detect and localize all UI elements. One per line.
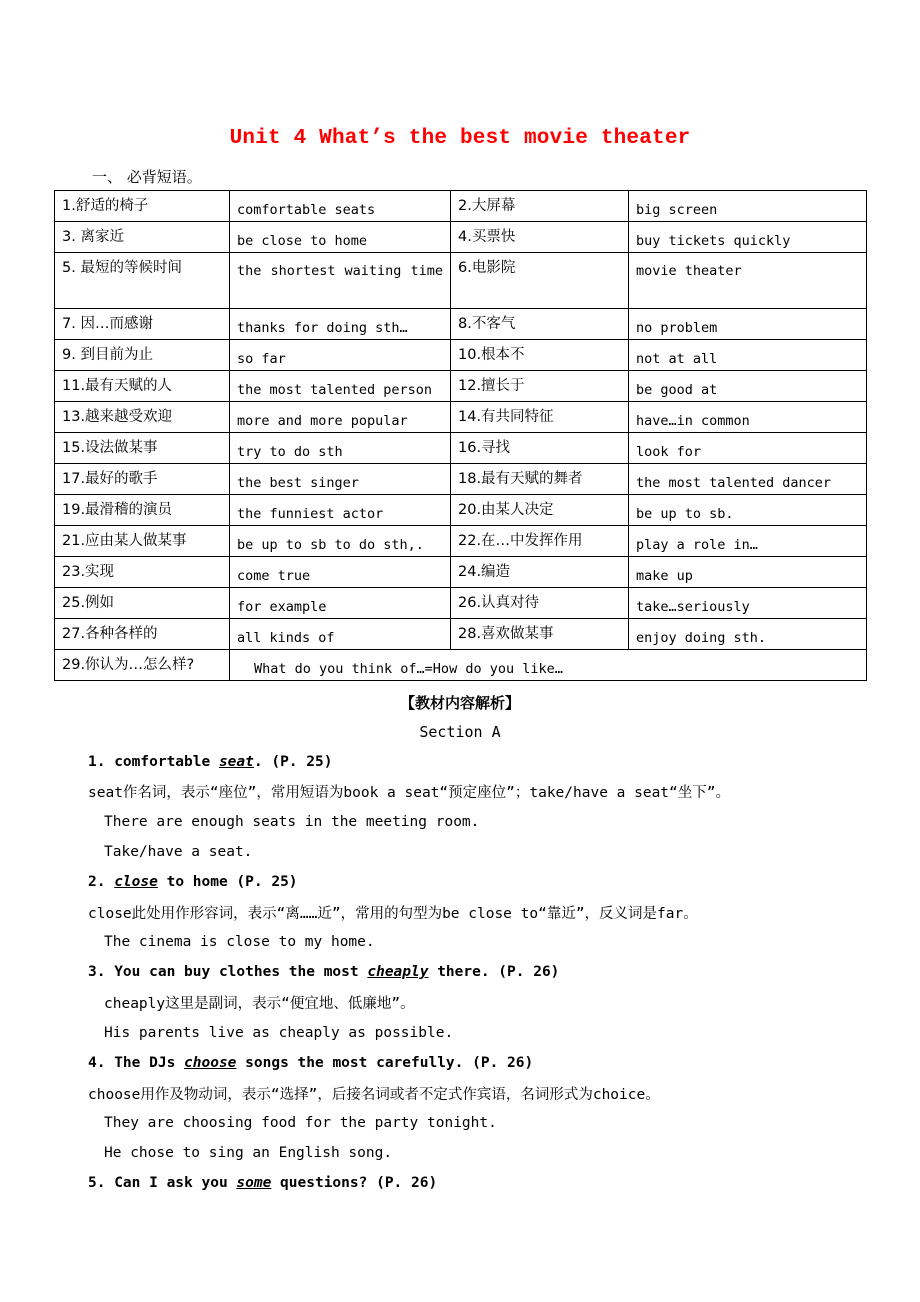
section-heading-phrases: 一、 必背短语。 (92, 168, 202, 186)
phrase-chinese: 28.喜欢做某事 (451, 619, 629, 650)
phrase-english: try to do sth (230, 433, 451, 464)
phrase-chinese: 27.各种各样的 (55, 619, 230, 650)
phrase-row (55, 557, 867, 588)
phrase-chinese: 21.应由某人做某事 (55, 526, 230, 557)
phrase-english: the most talented person (230, 371, 451, 402)
phrase-english: What do you think of…=How do you like… (230, 650, 867, 681)
point-1-keyword: seat (218, 754, 254, 770)
phrase-chinese: 6.电影院 (451, 253, 629, 309)
phrase-chinese: 11.最有天赋的人 (55, 371, 230, 402)
point-4-keyword: choose (184, 1055, 237, 1071)
point-2-text: 2. (88, 874, 115, 890)
point-2-heading (88, 874, 298, 890)
phrase-row (55, 371, 867, 402)
page-title: Unit 4 What’s the best movie theater (229, 127, 691, 150)
phrase-english: play a role in… (629, 526, 867, 557)
phrase-english: take…seriously (629, 588, 867, 619)
phrase-english: comfortable seats (230, 191, 451, 222)
phrase-chinese: 13.越来越受欢迎 (55, 402, 230, 433)
point-4-example-2: He chose to sing an English song. (104, 1145, 393, 1161)
phrase-english: come true (230, 557, 451, 588)
phrase-english: be close to home (230, 222, 451, 253)
phrase-chinese: 25.例如 (55, 588, 230, 619)
phrase-english: so far (230, 340, 451, 371)
analysis-heading: 【教材内容解析】 (399, 694, 520, 712)
point-1-page: . (P. 25) (253, 754, 333, 770)
phrase-row (55, 253, 867, 309)
phrase-english: the most talented dancer (629, 464, 867, 495)
phrase-english: thanks for doing sth… (230, 309, 451, 340)
point-3-example-1: His parents live as cheaply as possible. (104, 1025, 454, 1041)
point-4-explanation: choose用作及物动词，表示“选择”，后接名词或者不定式作宾语，名词形式为choice。 (88, 1087, 660, 1103)
section-a-heading: Section A (419, 723, 501, 741)
phrase-english: be up to sb. (629, 495, 867, 526)
point-1-example-1: There are enough seats in the meeting room. (104, 814, 480, 830)
phrase-row (55, 464, 867, 495)
phrase-chinese: 1.舒适的椅子 (55, 191, 230, 222)
point-1-heading (88, 754, 332, 770)
phrase-english: movie theater (629, 253, 867, 309)
phrase-english: no problem (629, 309, 867, 340)
point-2-explanation: close此处用作形容词，表示“离……近”，常用的句型为be close to“靠近”，反义词是far。 (88, 906, 698, 922)
phrase-row (55, 650, 867, 681)
phrase-row (55, 309, 867, 340)
phrase-row (55, 402, 867, 433)
phrase-chinese: 24.编造 (451, 557, 629, 588)
phrase-english: look for (629, 433, 867, 464)
phrase-chinese: 26.认真对待 (451, 588, 629, 619)
phrase-chinese: 15.设法做某事 (55, 433, 230, 464)
point-4-text: 4. The DJs (88, 1055, 185, 1071)
phrase-row (55, 340, 867, 371)
phrase-row (55, 526, 867, 557)
phrase-english: not at all (629, 340, 867, 371)
point-5-heading (88, 1175, 437, 1191)
phrase-english: more and more popular (230, 402, 451, 433)
phrase-chinese: 2.大屏幕 (451, 191, 629, 222)
phrase-english: for example (230, 588, 451, 619)
phrase-chinese: 4.买票快 (451, 222, 629, 253)
phrase-row (55, 222, 867, 253)
phrase-row (55, 588, 867, 619)
phrase-chinese: 10.根本不 (451, 340, 629, 371)
phrase-row (55, 619, 867, 650)
phrase-chinese: 8.不客气 (451, 309, 629, 340)
phrase-chinese: 16.寻找 (451, 433, 629, 464)
phrase-table (54, 190, 867, 681)
phrase-chinese: 5. 最短的等候时间 (55, 253, 230, 309)
point-4-page: songs the most carefully. (P. 26) (236, 1055, 534, 1071)
phrase-chinese: 23.实现 (55, 557, 230, 588)
phrase-english: the shortest waiting time (230, 253, 451, 309)
phrase-english: be up to sb to do sth,. (230, 526, 451, 557)
phrase-chinese: 7. 因…而感谢 (55, 309, 230, 340)
phrase-english: make up (629, 557, 867, 588)
phrase-english: be good at (629, 371, 867, 402)
point-3-keyword: cheaply (367, 964, 429, 980)
point-4-example-1: They are choosing food for the party tonight. (104, 1115, 497, 1131)
phrase-chinese: 29.你认为…怎么样? (55, 650, 230, 681)
point-5-text: 5. Can I ask you (88, 1175, 237, 1191)
point-3-text: 3. You can buy clothes the most (88, 964, 368, 980)
phrase-row (55, 495, 867, 526)
point-4-heading (88, 1055, 533, 1071)
phrase-english: all kinds of (230, 619, 451, 650)
phrase-english: enjoy doing sth. (629, 619, 867, 650)
phrase-row (55, 191, 867, 222)
point-2-page: to home (P. 25) (157, 874, 298, 890)
point-3-heading (88, 964, 559, 980)
phrase-chinese: 12.擅长于 (451, 371, 629, 402)
point-1-example-2: Take/have a seat. (104, 844, 253, 860)
phrase-chinese: 19.最滑稽的演员 (55, 495, 230, 526)
phrase-english: have…in common (629, 402, 867, 433)
point-2-keyword: close (114, 874, 158, 890)
phrase-chinese: 20.由某人决定 (451, 495, 629, 526)
phrase-english: buy tickets quickly (629, 222, 867, 253)
point-5-page: questions? (P. 26) (271, 1175, 438, 1191)
phrase-english: the funniest actor (230, 495, 451, 526)
point-5-keyword: some (236, 1175, 272, 1191)
phrase-chinese: 22.在…中发挥作用 (451, 526, 629, 557)
phrase-chinese: 3. 离家近 (55, 222, 230, 253)
point-1-explanation: seat作名词，表示“座位”，常用短语为book a seat“预定座位”；take/have a seat“坐下”。 (88, 785, 730, 801)
phrase-chinese: 9. 到目前为止 (55, 340, 230, 371)
phrase-english: the best singer (230, 464, 451, 495)
point-1-text: 1. comfortable (88, 754, 219, 770)
point-2-example-1: The cinema is close to my home. (104, 934, 375, 950)
phrase-row (55, 433, 867, 464)
phrase-chinese: 17.最好的歌手 (55, 464, 230, 495)
phrase-chinese: 14.有共同特征 (451, 402, 629, 433)
phrase-chinese: 18.最有天赋的舞者 (451, 464, 629, 495)
point-3-page: there. (P. 26) (428, 964, 560, 980)
point-3-explanation: cheaply这里是副词，表示“便宜地、低廉地”。 (104, 996, 415, 1012)
phrase-english: big screen (629, 191, 867, 222)
